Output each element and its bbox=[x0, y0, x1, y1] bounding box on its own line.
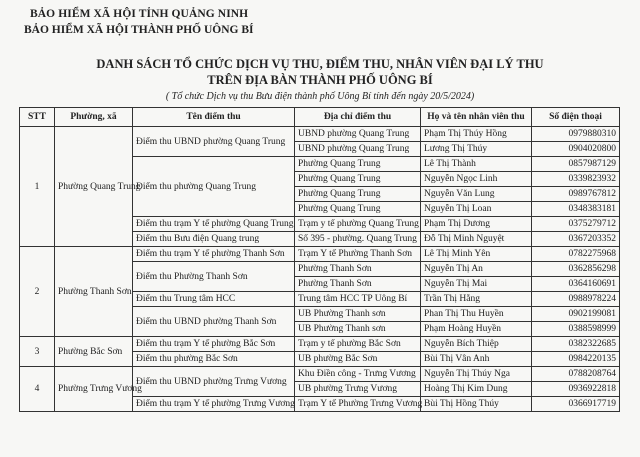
address-cell: UB phường Trưng Vương bbox=[295, 382, 421, 397]
point-name-cell: Điểm thu trạm Y tế phường Bắc Sơn bbox=[133, 337, 295, 352]
phone-cell: 0902199081 bbox=[532, 307, 620, 322]
col-header-point-name: Tên điểm thu bbox=[133, 108, 295, 127]
point-name-cell: Điểm thu trạm Y tế phường Trưng Vương bbox=[133, 397, 295, 412]
staff-cell: Nguyễn Văn Lung bbox=[421, 187, 532, 202]
staff-cell: Nguyễn Ngọc Linh bbox=[421, 172, 532, 187]
phone-cell: 0366917719 bbox=[532, 397, 620, 412]
staff-cell: Bùi Thị Hồng Thúy bbox=[421, 397, 532, 412]
phone-cell: 0388598999 bbox=[532, 322, 620, 337]
point-name-cell: Điểm thu Bưu điện Quang trung bbox=[133, 232, 295, 247]
address-cell: Số 395 - phường. Quang Trung bbox=[295, 232, 421, 247]
address-cell: Phường Quang Trung bbox=[295, 187, 421, 202]
org-province: BẢO HIỂM XÃ HỘI TỈNH QUẢNG NINH bbox=[30, 8, 249, 20]
address-cell: Trung tâm HCC TP Uông Bí bbox=[295, 292, 421, 307]
table-row bbox=[20, 247, 620, 262]
phone-cell: 0979880310 bbox=[532, 127, 620, 142]
phone-cell: 0362856298 bbox=[532, 262, 620, 277]
staff-cell: Hoàng Thị Kim Dung bbox=[421, 382, 532, 397]
address-cell: Trạm y tế phường Quang Trung bbox=[295, 217, 421, 232]
address-cell: Phường Thanh Sơn bbox=[295, 277, 421, 292]
address-cell: Khu Điền công - Trưng Vương bbox=[295, 367, 421, 382]
collection-points-table bbox=[19, 107, 620, 412]
phone-cell: 0364160691 bbox=[532, 277, 620, 292]
table-row bbox=[20, 367, 620, 382]
address-cell: Trạm Y tế Phường Thanh Sơn bbox=[295, 247, 421, 262]
stt-cell: 3 bbox=[20, 337, 55, 367]
staff-cell: Nguyễn Bích Thiệp bbox=[421, 337, 532, 352]
phone-cell: 0857987129 bbox=[532, 157, 620, 172]
stt-cell: 1 bbox=[20, 127, 55, 247]
staff-cell: Lương Thị Thúy bbox=[421, 142, 532, 157]
staff-cell: Nguyễn Thị Thúy Nga bbox=[421, 367, 532, 382]
document-subtitle: TRÊN ĐỊA BÀN THÀNH PHỐ UÔNG BÍ bbox=[207, 73, 433, 87]
phone-cell: 0367203352 bbox=[532, 232, 620, 247]
ward-cell: Phường Quang Trung bbox=[55, 127, 133, 247]
col-header-stt: STT bbox=[20, 108, 55, 127]
phone-cell: 0988978224 bbox=[532, 292, 620, 307]
phone-cell: 0984220135 bbox=[532, 352, 620, 367]
staff-cell: Bùi Thị Vân Anh bbox=[421, 352, 532, 367]
point-name-cell: Điểm thu UBND phường Quang Trung bbox=[133, 127, 295, 157]
point-name-cell: Điểm thu UBND phường Thanh Sơn bbox=[133, 307, 295, 337]
col-header-ward: Phường, xã bbox=[55, 108, 133, 127]
point-name-cell: Điểm thu phường Quang Trung bbox=[133, 157, 295, 217]
point-name-cell: Điểm thu trạm Y tế phường Thanh Sơn bbox=[133, 247, 295, 262]
table-row bbox=[20, 127, 620, 142]
staff-cell: Phan Thị Thu Huyền bbox=[421, 307, 532, 322]
staff-cell: Phạm Hoàng Huyền bbox=[421, 322, 532, 337]
table-header-row bbox=[20, 108, 620, 127]
col-header-address: Địa chỉ điểm thu bbox=[295, 108, 421, 127]
address-cell: UB phường Bắc Sơn bbox=[295, 352, 421, 367]
org-city: BẢO HIỂM XÃ HỘI THÀNH PHỐ UÔNG BÍ bbox=[24, 24, 254, 36]
address-cell: Phường Thanh Sơn bbox=[295, 262, 421, 277]
phone-cell: 0936922818 bbox=[532, 382, 620, 397]
staff-cell: Nguyễn Thị Loan bbox=[421, 202, 532, 217]
phone-cell: 0989767812 bbox=[532, 187, 620, 202]
staff-cell: Nguyễn Thị Mai bbox=[421, 277, 532, 292]
phone-cell: 0339823932 bbox=[532, 172, 620, 187]
staff-cell: Phạm Thị Dương bbox=[421, 217, 532, 232]
address-cell: UBND phường Quang Trung bbox=[295, 127, 421, 142]
address-cell: Trạm y tế phường Bắc Sơn bbox=[295, 337, 421, 352]
point-name-cell: Điểm thu Trung tâm HCC bbox=[133, 292, 295, 307]
staff-cell: Nguyễn Thị An bbox=[421, 262, 532, 277]
staff-cell: Lê Thị Thành bbox=[421, 157, 532, 172]
phone-cell: 0375279712 bbox=[532, 217, 620, 232]
ward-cell: Phường Thanh Sơn bbox=[55, 247, 133, 337]
col-header-phone: Số điện thoại bbox=[532, 108, 620, 127]
phone-cell: 0382322685 bbox=[532, 337, 620, 352]
document-title: DANH SÁCH TỔ CHỨC DỊCH VỤ THU, ĐIỂM THU, NHÂN VIÊN ĐẠI LÝ THU bbox=[96, 57, 544, 71]
phone-cell: 0904020800 bbox=[532, 142, 620, 157]
staff-cell: Đỗ Thị Minh Nguyệt bbox=[421, 232, 532, 247]
address-cell: UB Phường Thanh sơn bbox=[295, 307, 421, 322]
phone-cell: 0788208764 bbox=[532, 367, 620, 382]
staff-cell: Lê Thị Minh Yên bbox=[421, 247, 532, 262]
table-row bbox=[20, 337, 620, 352]
address-cell: Phường Quang Trung bbox=[295, 172, 421, 187]
address-cell: UBND phường Quang Trung bbox=[295, 142, 421, 157]
point-name-cell: Điểm thu UBND phường Trưng Vương bbox=[133, 367, 295, 397]
col-header-staff: Họ và tên nhân viên thu bbox=[421, 108, 532, 127]
ward-cell: Phường Bắc Sơn bbox=[55, 337, 133, 367]
point-name-cell: Điểm thu trạm Y tế phường Quang Trung bbox=[133, 217, 295, 232]
ward-cell: Phường Trưng Vương bbox=[55, 367, 133, 412]
stt-cell: 4 bbox=[20, 367, 55, 412]
point-name-cell: Điểm thu phường Bắc Sơn bbox=[133, 352, 295, 367]
phone-cell: 0348383181 bbox=[532, 202, 620, 217]
address-cell: UB Phường Thanh sơn bbox=[295, 322, 421, 337]
staff-cell: Phạm Thị Thúy Hồng bbox=[421, 127, 532, 142]
address-cell: Phường Quang Trung bbox=[295, 157, 421, 172]
stt-cell: 2 bbox=[20, 247, 55, 337]
point-name-cell: Điểm thu Phường Thanh Sơn bbox=[133, 262, 295, 292]
document-note: ( Tổ chức Dịch vụ thu Bưu điện thành phố Uông Bí tính đến ngày 20/5/2024) bbox=[165, 91, 475, 102]
phone-cell: 0782275968 bbox=[532, 247, 620, 262]
address-cell: Trạm Y tế Phường Trưng Vương bbox=[295, 397, 421, 412]
staff-cell: Trần Thị Hằng bbox=[421, 292, 532, 307]
address-cell: Phường Quang Trung bbox=[295, 202, 421, 217]
